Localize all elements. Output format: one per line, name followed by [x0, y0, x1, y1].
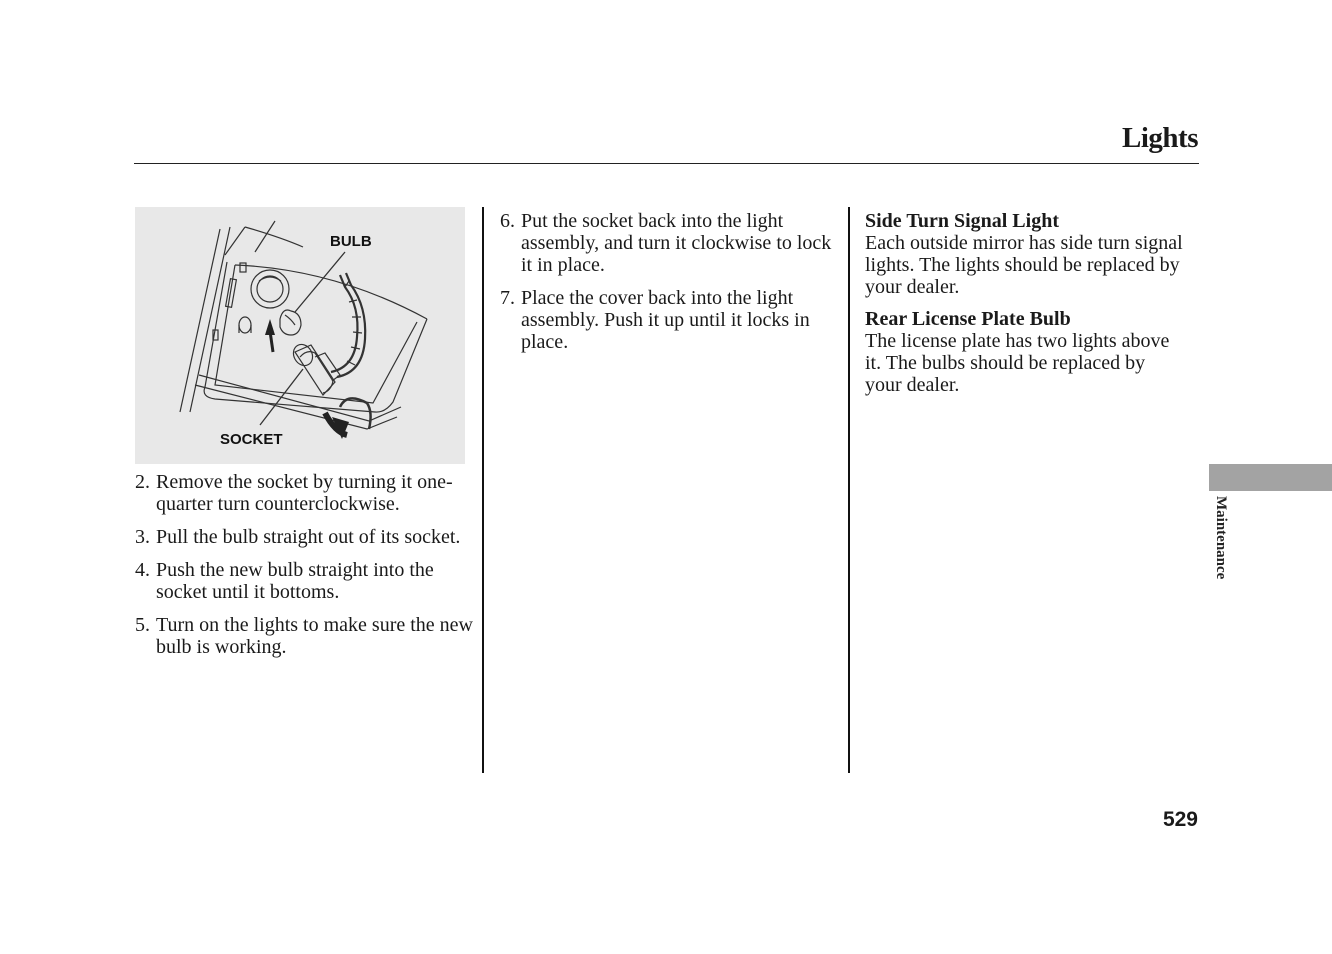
section-side-turn-signal: [865, 210, 1185, 298]
column-divider-1: [482, 207, 484, 773]
section-heading: Rear License Plate Bulb: [865, 308, 1071, 330]
page-title: Lights: [1122, 122, 1198, 154]
list-item: [135, 559, 475, 603]
page-number: 529: [1162, 808, 1198, 831]
bulb-socket-illustration: [135, 207, 465, 464]
list-item: [500, 287, 835, 353]
step-number: 7.: [500, 287, 515, 309]
step-number: 4.: [135, 559, 150, 581]
list-item: [135, 614, 475, 658]
illustration-drawing: [135, 207, 465, 464]
list-item: [135, 526, 475, 548]
step-number: 2.: [135, 471, 150, 493]
section-heading: Side Turn Signal Light: [865, 210, 1059, 232]
step-number: 5.: [135, 614, 150, 636]
steps-list-1: [135, 471, 475, 669]
step-number: 3.: [135, 526, 150, 548]
title-divider: [134, 163, 1199, 164]
socket-label: SOCKET: [220, 431, 283, 448]
step-number: 6.: [500, 210, 515, 232]
list-item: [135, 471, 475, 515]
section-body: Each outside mirror has side turn signal lights. The lights should be replaced by your dealer.: [865, 232, 1183, 298]
list-item: [500, 210, 835, 276]
section-rear-license-plate: [865, 308, 1185, 396]
column-divider-2: [848, 207, 850, 773]
bulb-label: BULB: [330, 233, 372, 250]
info-column: [865, 210, 1185, 406]
section-tab-label: Maintenance: [1213, 496, 1229, 580]
step-text: Push the new bulb straight into the socket until it bottoms.: [156, 559, 434, 603]
step-text: Pull the bulb straight out of its socket.: [156, 526, 461, 548]
step-text: Put the socket back into the light assembly, and turn it clockwise to lock it in place.: [521, 210, 832, 276]
section-body: The license plate has two lights above it. The bulbs should be replaced by your dealer.: [865, 330, 1170, 396]
steps-list-2: [500, 210, 835, 364]
step-text: Remove the socket by turning it one-quarter turn counterclockwise.: [156, 471, 453, 515]
section-tab: [1209, 464, 1332, 491]
step-text: Place the cover back into the light assembly. Push it up until it locks in place.: [521, 287, 810, 353]
step-text: Turn on the lights to make sure the new bulb is working.: [156, 614, 474, 658]
